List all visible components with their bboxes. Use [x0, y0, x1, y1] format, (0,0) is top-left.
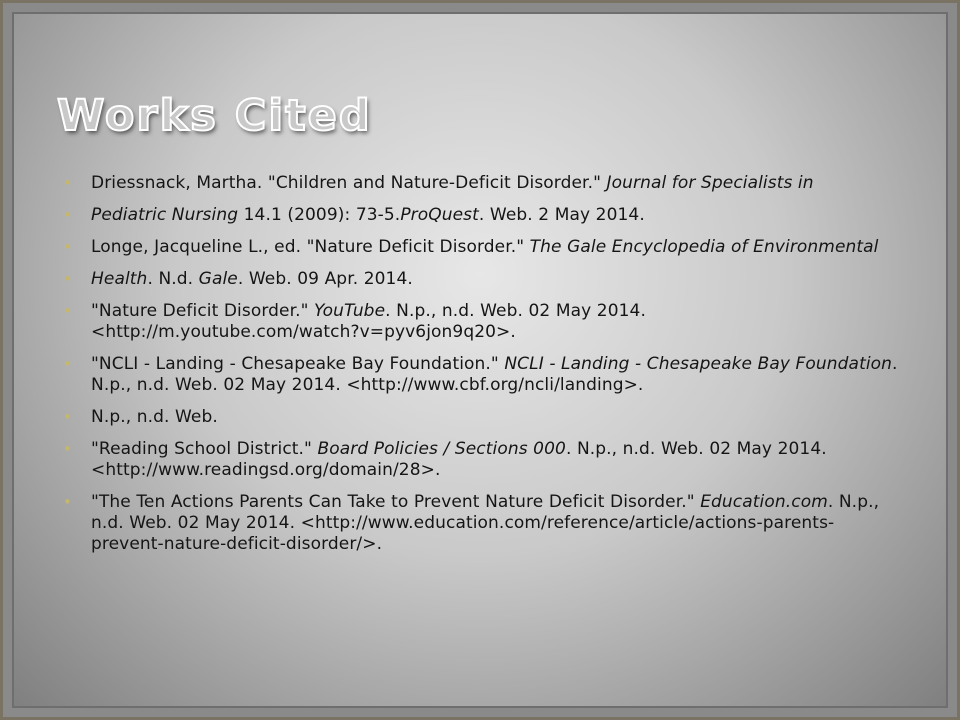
reference-italic-text: ProQuest: [400, 205, 479, 225]
reference-text: . Web. 2 May 2014.: [478, 205, 645, 225]
reference-italic-text: Education.com: [700, 492, 828, 512]
bullet-icon: •: [63, 174, 72, 192]
reference-italic-text: YouTube: [314, 301, 386, 321]
bullet-icon: •: [63, 355, 72, 373]
reference-italic-text: Health: [91, 269, 148, 289]
bullet-icon: •: [63, 238, 72, 256]
reference-item: [63, 173, 903, 194]
reference-item: [63, 205, 903, 226]
reference-text: 14.1 (2009): 73-5.: [238, 205, 401, 225]
reference-item: [63, 492, 903, 555]
reference-text: Longe, Jacqueline L., ed. "Nature Deficit Disorder.": [91, 237, 530, 257]
reference-italic-text: NCLI - Landing - Chesapeake Bay Foundation: [504, 354, 893, 374]
reference-italic-text: Gale: [198, 269, 238, 289]
reference-text: "Nature Deficit Disorder.": [91, 301, 315, 321]
reference-text: "The Ten Actions Parents Can Take to Prevent Nature Deficit Disorder.": [91, 492, 701, 512]
reference-text: . N.p., n.d. Web. 02 May 2014. <http://m.youtube.com/watch?v=pyv6jon9q20>.: [91, 301, 646, 342]
bullet-icon: •: [63, 440, 72, 458]
reference-text: . N.p., n.d. Web. 02 May 2014. <http://www.education.com/reference/article/actions-parents-prevent-nature-deficit-disorder/>.: [91, 492, 880, 554]
reference-text: . N.d.: [147, 269, 199, 289]
reference-text: "NCLI - Landing - Chesapeake Bay Foundation.": [91, 354, 505, 374]
reference-text: . N.p., n.d. Web. 02 May 2014. <http://www.readingsd.org/domain/28>.: [91, 439, 827, 480]
bullet-icon: •: [63, 206, 72, 224]
reference-text: Driessnack, Martha. "Children and Nature-Deficit Disorder.": [91, 173, 607, 193]
reference-item: [63, 237, 903, 258]
reference-italic-text: Journal for Specialists in: [606, 173, 814, 193]
reference-item: [63, 407, 903, 428]
works-cited-list: [63, 173, 903, 566]
reference-item: [63, 354, 903, 396]
bullet-icon: •: [63, 493, 72, 511]
reference-text: . N.p., n.d. Web. 02 May 2014. <http://www.cbf.org/ncli/landing>.: [91, 354, 898, 395]
slide-title: Works Cited: [57, 91, 372, 141]
reference-text: N.p., n.d. Web.: [91, 407, 218, 427]
reference-italic-text: Pediatric Nursing: [91, 205, 239, 225]
bullet-icon: •: [63, 302, 72, 320]
reference-item: [63, 301, 903, 343]
reference-italic-text: The Gale Encyclopedia of Environmental: [529, 237, 879, 257]
reference-text: . Web. 09 Apr. 2014.: [237, 269, 413, 289]
reference-text: "Reading School District.": [91, 439, 318, 459]
reference-item: [63, 269, 903, 290]
bullet-icon: •: [63, 270, 72, 288]
reference-italic-text: Board Policies / Sections 000: [317, 439, 566, 459]
bullet-icon: •: [63, 408, 72, 426]
reference-item: [63, 439, 903, 481]
